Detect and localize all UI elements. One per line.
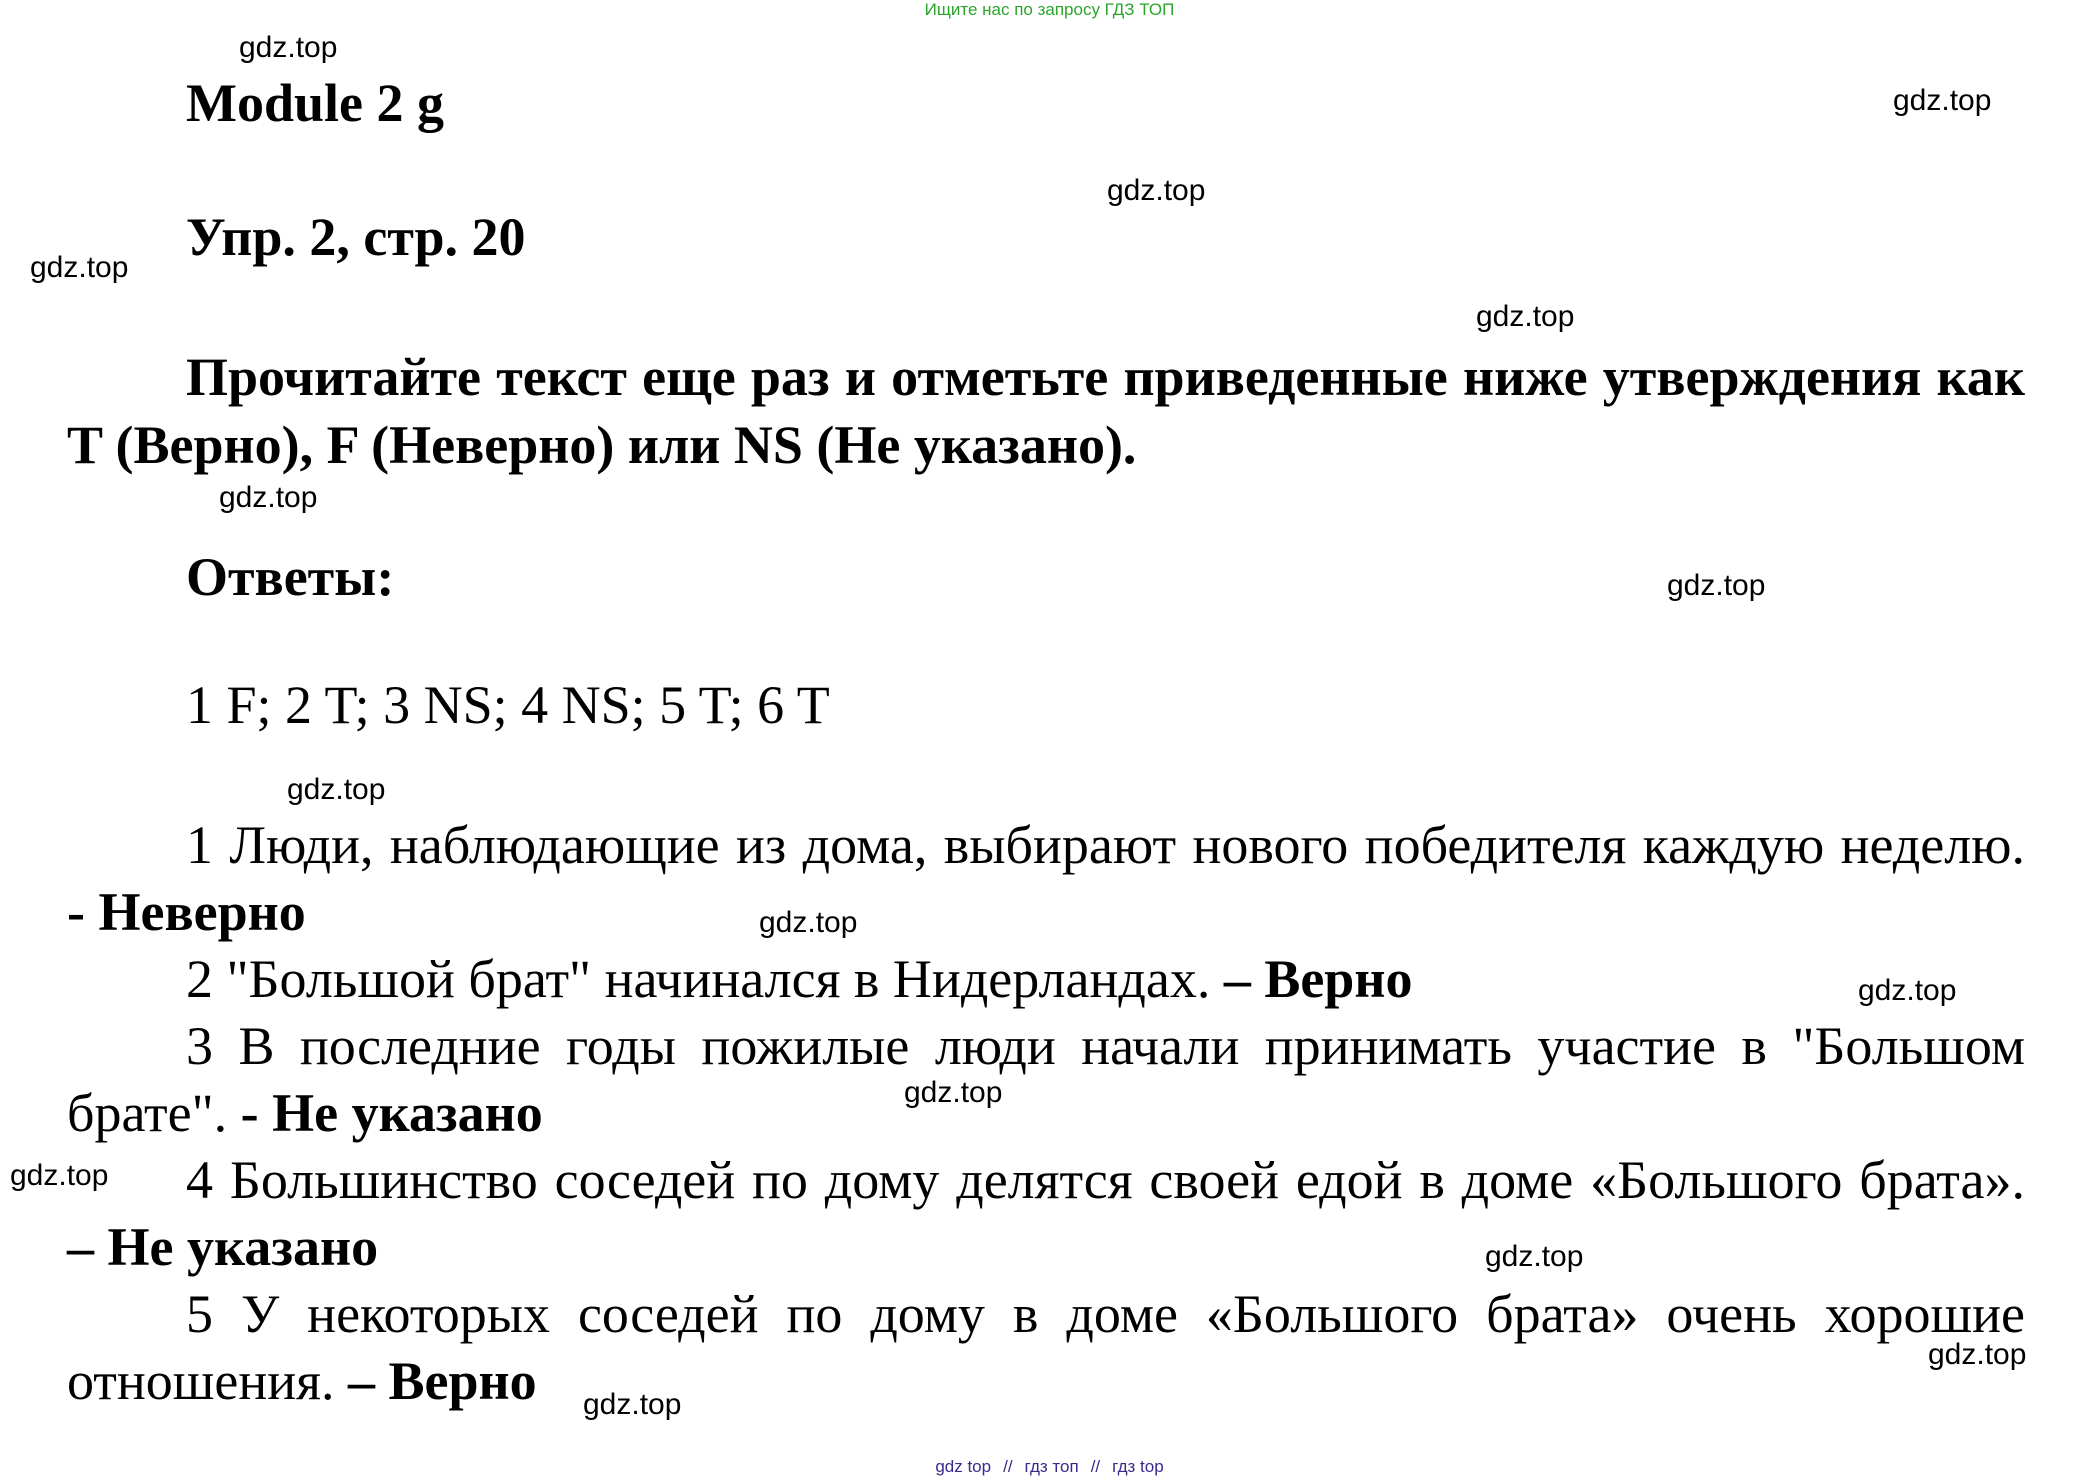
- watermark: gdz.top: [10, 1159, 109, 1192]
- statement-text: 1 Люди, наблюдающие из дома, выбирают нового победителя каждую неделю.: [186, 815, 2025, 875]
- footer-link[interactable]: gdz top: [935, 1457, 992, 1476]
- statement-text: 3 В последние годы пожилые люди начали принимать участие в "Большом брате".: [67, 1016, 2025, 1143]
- statement-1: [67, 812, 2025, 946]
- exercise-heading: Упр. 2, стр. 20: [186, 207, 526, 267]
- watermark: gdz.top: [904, 1076, 1003, 1109]
- footer-separator: //: [1003, 1457, 1013, 1476]
- statement-verdict: – Верно: [347, 1351, 537, 1411]
- watermark: gdz.top: [1928, 1338, 2027, 1371]
- task-instruction: Прочитайте текст еще раз и отметьте приведенные ниже утверждения как T (Верно), F (Неверно) или NS (Не указано).: [67, 347, 2025, 475]
- footer-separator: //: [1090, 1457, 1101, 1476]
- watermark: gdz.top: [239, 31, 338, 64]
- top-search-hint[interactable]: Ищите нас по запросу ГДЗ ТОП: [924, 0, 1175, 19]
- watermark: gdz.top: [287, 773, 386, 806]
- watermark: gdz.top: [1667, 569, 1766, 602]
- statement-text: 5 У некоторых соседей по дому в доме «Большого брата» очень хорошие отношения.: [67, 1284, 2025, 1411]
- watermark: gdz.top: [583, 1388, 682, 1421]
- statement-3: [67, 1013, 2025, 1147]
- footer-link[interactable]: гдз топ: [1024, 1457, 1079, 1476]
- statement-verdict: – Верно: [1223, 949, 1413, 1009]
- watermark: gdz.top: [1893, 84, 1992, 117]
- statement-verdict: – Не указано: [67, 1217, 379, 1277]
- watermark: gdz.top: [219, 481, 318, 514]
- module-heading: Module 2 g: [186, 73, 445, 133]
- footer-links: [0, 1458, 2099, 1475]
- statement-4: [67, 1147, 2025, 1281]
- answers-line: 1 F; 2 T; 3 NS; 4 NS; 5 T; 6 T: [186, 675, 830, 735]
- watermark: gdz.top: [30, 251, 129, 284]
- statement-verdict: - Не указано: [240, 1083, 543, 1143]
- statement-verdict: - Неверно: [67, 882, 306, 942]
- statement-text: 4 Большинство соседей по дому делятся своей едой в доме «Большого брата».: [186, 1150, 2025, 1210]
- statement-5: [67, 1281, 2025, 1415]
- footer-link[interactable]: гдз top: [1112, 1457, 1164, 1476]
- watermark: gdz.top: [1476, 300, 1575, 333]
- watermark: gdz.top: [1858, 974, 1957, 1007]
- watermark: gdz.top: [1485, 1240, 1584, 1273]
- watermark: gdz.top: [759, 906, 858, 939]
- statement-text: 2 "Большой брат" начинался в Нидерландах.: [186, 949, 1211, 1009]
- statement-2: [67, 946, 2025, 1013]
- watermark: gdz.top: [1107, 174, 1206, 207]
- answers-label: Ответы:: [186, 547, 395, 607]
